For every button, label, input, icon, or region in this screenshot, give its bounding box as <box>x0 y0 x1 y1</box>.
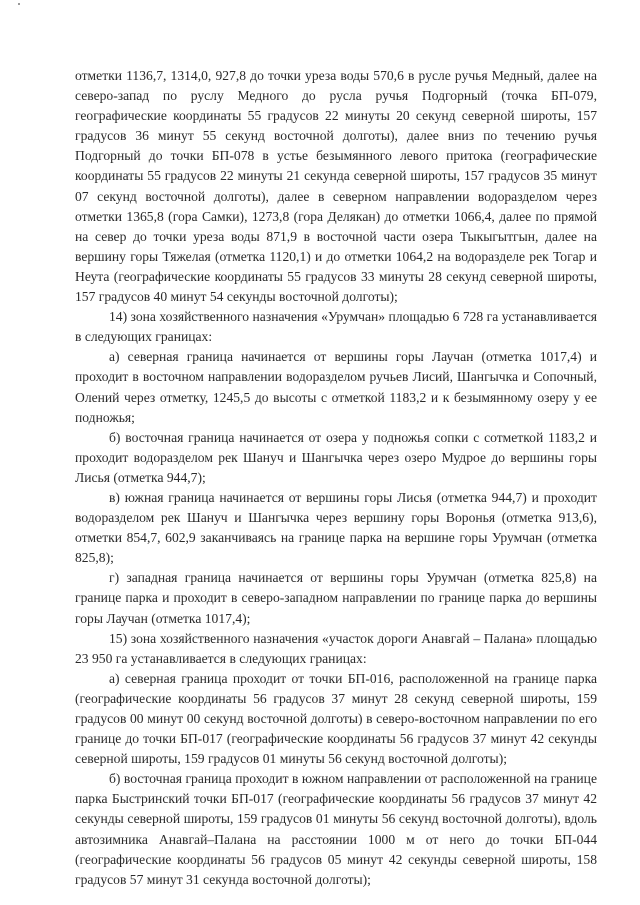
zone-13-continuation-paragraph: отметки 1136,7, 1314,0, 927,8 до точки уреза воды 570,6 в русле ручья Медный, далее на северо-запад по руслу Медного до русла ручья Подгорный (точка БП-079, географические координаты 55 градусов 22 минуты 20 секунд северной широты, 157 градусов 36 минут 55 секунд восточной долготы), далее вниз по течению ручья Подгорный до точки БП-078 в устье безымянного левого притока (географические координаты 55 градусов 22 минуты 21 секунда северной широты, 157 градусов 35 минут 07 секунд восточной долготы), далее в северном направлении водоразделом через отметки 1365,8 (гора Самки), 1273,8 (гора Делякан) до отметки 1066,4, далее по прямой на север до точки уреза воды 871,9 в восточной части озера Тыкыгытгын, далее на вершину горы Тяжелая (отметка 1120,1) и до отметки 1064,2 на водоразделе рек Тогар и Неута (географические координаты 55 градусов 33 минуты 28 секунд северной широты, 157 градусов 40 минут 54 секунды восточной долготы); <box>75 68 597 305</box>
document-body <box>75 66 597 890</box>
zone-15-heading-paragraph: 15) зона хозяйственного назначения «участок дороги Анавгай – Палана» площадью 23 950 га устанавливается в следующих границах: <box>75 630 597 666</box>
zone-15-north-boundary-paragraph: а) северная граница проходит от точки БП-016, расположенной на границе парка (географические координаты 56 градусов 37 минут 28 секунд северной широты, 159 градусов 00 минут 00 секунд восточной долготы) в северо-восточном направлении по его границе до точки БП-017 (географические координаты 56 градусов 37 минут 42 секунды северной широты, 159 градусов 01 минуты 56 секунд восточной долготы); <box>75 670 597 767</box>
zone-14-east-boundary-paragraph: б) восточная граница начинается от озера у подножья сопки с сотметкой 1183,2 и проходит водоразделом рек Шануч и Шангычка через озеро Мудрое до вершины горы Лисья (отметка 944,7); <box>75 429 597 485</box>
zone-14-heading-paragraph: 14) зона хозяйственного назначения «Урумчан» площадью 6 728 га устанавливается в следующих границах: <box>75 309 597 345</box>
zone-15-east-boundary-paragraph: б) восточная граница проходит в южном направлении от расположенной на границе парка Быстринский точки БП-017 (географические координаты 56 градусов 37 минут 42 секунды северной широты, 159 градусов 01 минуты 56 секунд восточной долготы), вдоль автозимника Анавгай–Палана на расстоянии 1000 м от него до точки БП-044 (географические координаты 56 градусов 05 минут 42 секунды северной широты, 158 градусов 57 минут 31 секунда восточной долготы); <box>75 771 597 887</box>
zone-14-west-boundary-paragraph: г) западная граница начинается от вершины горы Урумчан (отметка 825,8) на границе парка и проходит в северо-западном направлении по границе парка до вершины горы Лаучан (отметка 1017,4); <box>75 570 597 626</box>
scan-speck <box>18 3 20 5</box>
zone-14-north-boundary-paragraph: а) северная граница начинается от вершины горы Лаучан (отметка 1017,4) и проходит в восточном направлении водоразделом ручьев Лисий, Шангычка и Сопочный, Олений через отметку, 1245,5 до высоты с отметкой 1183,2 и к безымянному озеру у ее подножья; <box>75 349 597 425</box>
zone-14-south-boundary-paragraph: в) южная граница начинается от вершины горы Лисья (отметка 944,7) и проходит водоразделом рек Шануч и Шангычка через вершину горы Воронья (отметка 913,6), отметки 854,7, 602,9 заканчиваясь на границе парка на вершине горы Урумчан (отметка 825,8); <box>75 489 597 566</box>
